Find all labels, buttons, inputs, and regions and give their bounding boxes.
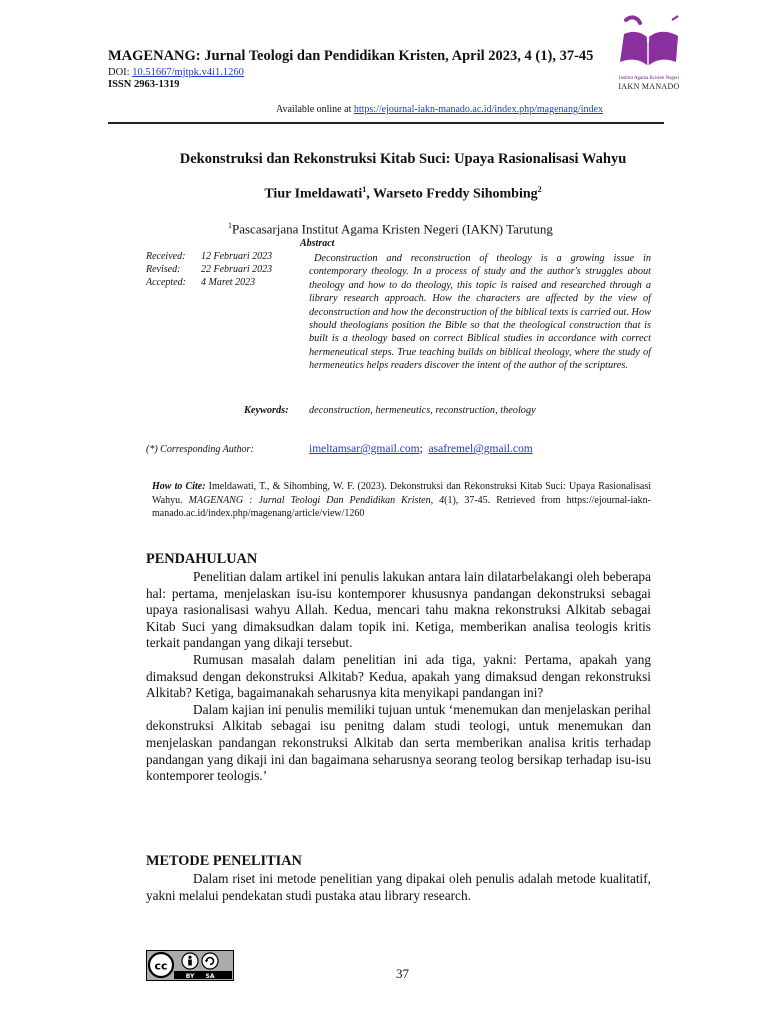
- author-separator: ,: [366, 186, 373, 202]
- corresponding-emails: [309, 443, 533, 455]
- online-label: Available online at: [276, 104, 354, 115]
- doi-link[interactable]: 10.51667/mjtpk.v4i1.1260: [132, 67, 244, 78]
- email-link-1[interactable]: imeltamsar@gmail.com: [309, 443, 420, 455]
- authors: [108, 185, 698, 203]
- corresponding-author-label: (*) Corresponding Author:: [146, 444, 254, 455]
- date-value: 22 Februari 2023: [201, 264, 273, 275]
- cite-text-b: (1), 37-45. Retrieved from https://ejournal-iakn-manado.ac.id/index.php/magenang/article/view/1260: [152, 494, 652, 519]
- author-2-sup: 2: [537, 185, 542, 194]
- cite-sep: ,: [430, 494, 440, 506]
- how-to-cite: [152, 480, 651, 521]
- section-body-pendahuluan: [146, 569, 651, 785]
- paragraph: Penelitian dalam artikel ini penulis lakukan antara lain dilatarbelakangi oleh beberapa hal: pertama, menjelaskan isu-isu kontemporer khususnya pandangan dekonstruksi sebagai upaya rasionalisasi wahyu Allah. Kedua, mencari tahu makna rekonstruksi Alkitab sebagai Kitab Suci yang dimaksudkan dalam topik ini. Ketiga, memberikan analisa teologis kritis terkait pandangan yang dikaji tersebut.: [146, 569, 651, 651]
- by-text: BY: [185, 973, 195, 980]
- date-accepted: [146, 276, 272, 289]
- cc-license-icon: [146, 950, 234, 981]
- available-online: [276, 104, 603, 115]
- author-2: Warseto Freddy Sihombing: [372, 186, 538, 202]
- issn: ISSN 2963-1319: [108, 79, 180, 90]
- paragraph: Dalam kajian ini penulis memiliki tujuan untuk ‘menemukan dan menjelaskan perihal dekonstruksi Alkitab sebagai isu penitng dalam studi teologi, untuk menemukan dan menjelaskan pandangan rekonstruksi Alkitab dan serta memberikan analisa kritis terhadap pandangan yang dikaji ini dan bagaimana seharusnya seorang teolog bersikap terhadap isu-isu kontemporer teologis.’: [146, 701, 651, 784]
- iakn-emblem-icon: [612, 12, 686, 78]
- cite-label: How to Cite:: [152, 481, 206, 492]
- affiliation: [228, 221, 553, 237]
- author-1-sup: 1: [362, 185, 367, 194]
- cite-journal: MAGENANG : Jurnal Teologi Dan Pendidikan Kristen: [188, 494, 431, 506]
- date-value: 12 Februari 2023: [201, 251, 273, 262]
- date-received: [146, 250, 272, 263]
- section-heading-metode: METODE PENELITIAN: [146, 853, 302, 869]
- logo-name: IAKN MANADO: [618, 82, 680, 91]
- email-link-2[interactable]: asafremel@gmail.com: [428, 443, 533, 455]
- affiliation-text: Pascasarjana Institut Agama Kristen Negeri (IAKN) Tarutung: [232, 221, 553, 237]
- date-label: Revised:: [146, 264, 181, 275]
- journal-url-link[interactable]: https://ejournal-iakn-manado.ac.id/index.php/magenang/index: [353, 104, 603, 115]
- keywords: deconstruction, hermeneutics, reconstruction, theology: [309, 405, 536, 416]
- header-divider: [108, 122, 664, 124]
- abstract-text: Deconstruction and reconstruction of theology is a growing issue in contemporary theology. In a process of study and the author's struggles about theology and how to do theology, this topic is raised and researched through a library research approach. How the characters are affected by the view of deconstruction and how the deconstruction of the biblical texts is carried out. How should theologians position the Bible so that the theological construction that is built is a theology based on correct Biblical studies in accordance with correct hermeneutical steps. True teaching builds on biblical theology, where the study of hermeneutics helps readers discover the intent of the author of the scriptures.: [309, 253, 651, 372]
- cc-by-sa-badge[interactable]: [146, 950, 234, 981]
- journal-title: MAGENANG: Jurnal Teologi dan Pendidikan Kristen, April 2023, 4 (1), 37-45: [108, 48, 594, 64]
- paragraph: Rumusan masalah dalam penelitian ini ada tiga, yakni: Pertama, apakah yang dimaksud dengan dekonstruksi Alkitab? Kedua, apakah yang dimaksud dengan rekonstruksi Alkitab? Ketiga, bagaimanakah seharusnya kita menyikapi pandangan ini?: [146, 651, 651, 701]
- cc-text: cc: [154, 959, 168, 973]
- doi-label: DOI:: [108, 67, 133, 78]
- section-body-metode: [146, 871, 651, 904]
- doi-line: [108, 67, 244, 78]
- keywords-label: Keywords:: [244, 405, 289, 416]
- author-1: Tiur Imeldawati: [264, 186, 363, 202]
- email-separator: ;: [419, 443, 423, 455]
- affiliation-sup: 1: [228, 221, 232, 230]
- cite-text-a: Imeldawati, T., & Sihombing, W. F. (2023). Dekonstruksi dan Rekonstruksi Kitab Suci: Upaya Rasionalisasi Wahyu.: [152, 481, 651, 506]
- article-dates: [146, 250, 272, 289]
- section-heading-pendahuluan: PENDAHULUAN: [146, 551, 258, 567]
- paper-title: Dekonstruksi dan Rekonstruksi Kitab Suci: Upaya Rasionalisasi Wahyu: [179, 151, 627, 167]
- cite-volume: 4: [439, 494, 445, 506]
- date-revised: [146, 263, 272, 276]
- paragraph: Dalam riset ini metode penelitian yang dipakai oleh penulis adalah metode kualitatif, yakni melalui pendekatan studi pustaka atau library research.: [146, 871, 651, 903]
- sa-text: SA: [205, 973, 215, 980]
- date-value: 4 Maret 2023: [201, 277, 256, 288]
- logo-caption: Institut Agama Kristen Negeri: [618, 76, 680, 81]
- date-label: Received:: [146, 251, 186, 262]
- page-number: 37: [396, 966, 409, 981]
- abstract-heading: Abstract: [300, 238, 335, 249]
- date-label: Accepted:: [146, 277, 186, 288]
